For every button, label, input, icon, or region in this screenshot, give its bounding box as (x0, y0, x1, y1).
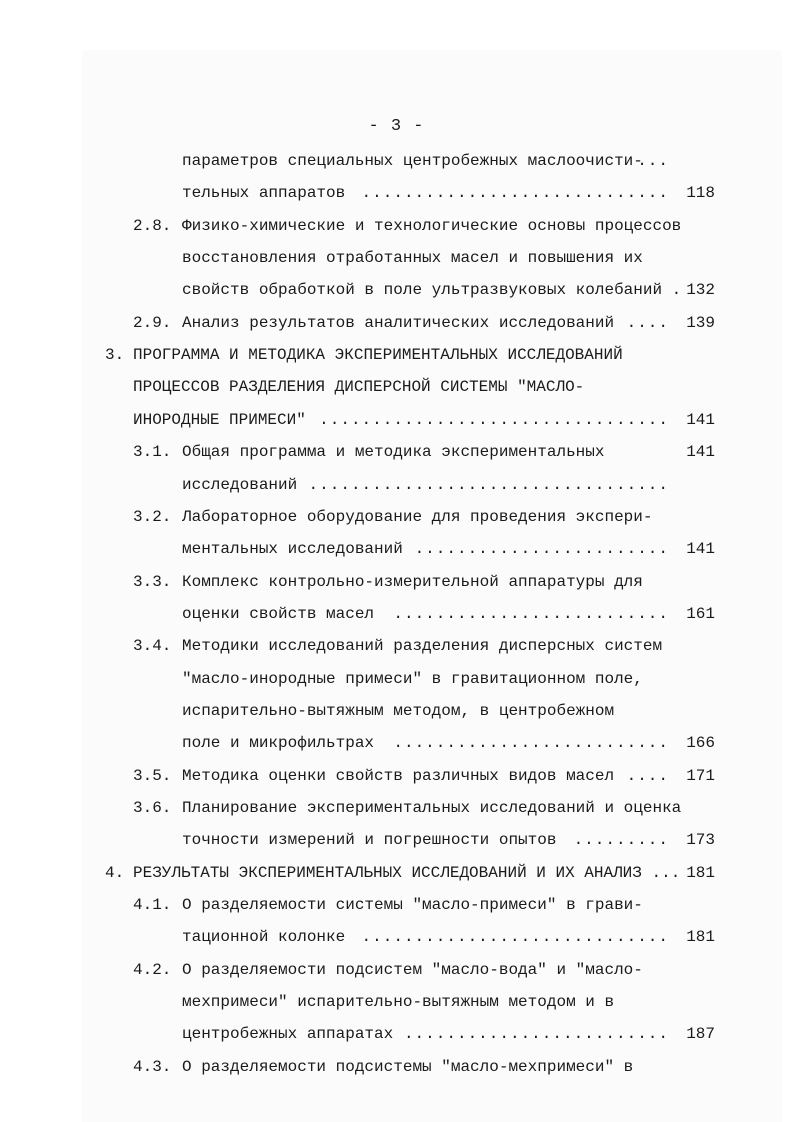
toc-line (133, 760, 715, 792)
section-number: 3.5. (133, 767, 172, 785)
dot-leader: ......... (573, 831, 669, 849)
section-number: 4.2. (133, 961, 172, 979)
toc-line (182, 695, 715, 727)
entry-text: Лабораторное оборудование для проведения экспери- (182, 508, 653, 526)
toc-line (133, 630, 715, 662)
entry-text: исследований (182, 476, 298, 494)
entry-text: поле и микрофильтрах (182, 734, 375, 752)
toc-line (133, 404, 715, 436)
section-number: 2.8. (133, 217, 172, 235)
toc-line (182, 145, 715, 177)
entry-text: оценки свойств масел (182, 605, 375, 623)
toc-line (133, 210, 715, 242)
toc-line (182, 598, 715, 630)
entry-text: Физико-химические и технологические основы процессов (182, 217, 682, 235)
page-ref: 118 (686, 184, 715, 202)
entry-text: "масло-инородные примеси" в гравитационном поле, (182, 670, 643, 688)
section-number: 4.1. (133, 896, 172, 914)
dot-leader: ......................... (403, 1025, 669, 1043)
section-number: 4.3. (133, 1058, 172, 1076)
entry-text: тельных аппаратов (182, 184, 346, 202)
toc-line (133, 436, 715, 468)
toc-line (182, 469, 715, 501)
toc-line (182, 1018, 715, 1050)
entry-text: ИНОРОДНЫЕ ПРИМЕСИ" (133, 411, 306, 429)
entry-text: О разделяемости системы "масло-примеси" в грави- (182, 896, 643, 914)
toc-line (182, 533, 715, 565)
dot-leader: .......................... (393, 605, 669, 623)
toc-line (182, 986, 715, 1018)
section-number: 3.3. (133, 573, 172, 591)
toc-line (133, 566, 715, 598)
dot-leader: .......................... (393, 734, 669, 752)
entry-text: точности измерений и погрешности опытов (182, 831, 557, 849)
page-ref: 171 (686, 767, 715, 785)
entry-text: Методика оценки свойств различных видов масел (182, 767, 615, 785)
page-ref: 141 (686, 540, 715, 558)
toc-line (182, 177, 715, 209)
section-number: 3. (105, 346, 125, 364)
dot-leader: ............................. (361, 928, 669, 946)
page-number: - 3 - (368, 117, 425, 136)
dot-leader: .... (626, 314, 669, 332)
dot-leader: ........................ (414, 540, 669, 558)
entry-text: Планирование экспериментальных исследований и оценка (182, 799, 682, 817)
toc-line (133, 889, 715, 921)
toc-line (133, 307, 715, 339)
section-number: 4. (105, 864, 125, 882)
entry-text: О разделяемости подсистем "масло-вода" и "масло- (182, 961, 643, 979)
toc-line (133, 954, 715, 986)
toc-line (133, 501, 715, 533)
toc-line (182, 274, 715, 306)
section-number: 2.9. (133, 314, 172, 332)
entry-text: восстановления отработанных масел и повышения их (182, 249, 643, 267)
section-number: 3.4. (133, 637, 172, 655)
toc-line (133, 792, 715, 824)
page-ref: 141 (686, 411, 715, 429)
entry-text: РЕЗУЛЬТАТЫ ЭКСПЕРИМЕНТАЛЬНЫХ ИССЛЕДОВАНИЙ И ИХ АНАЛИЗ ... (133, 864, 681, 882)
page-ref: 141 (686, 443, 715, 461)
page-ref: 166 (686, 734, 715, 752)
page-ref: 132 (686, 281, 715, 299)
entry-text: ПРОЦЕССОВ РАЗДЕЛЕНИЯ ДИСПЕРСНОЙ СИСТЕМЫ "МАСЛО- (133, 378, 585, 396)
page-ref: 181 (686, 928, 715, 946)
toc-line (182, 727, 715, 759)
entry-text: параметров специальных центробежных маслоочисти- (182, 152, 643, 170)
entry-text: Методики исследований разделения дисперсных систем (182, 637, 663, 655)
entry-text: ментальных исследований (182, 540, 403, 558)
entry-text: центробежных аппаратах (182, 1025, 394, 1043)
entry-text: мехпримеси" испарительно-вытяжным методом и в (182, 993, 615, 1011)
entry-text: О разделяемости подсистемы "масло-мехпримеси" в (182, 1058, 634, 1076)
entry-text: Общая программа и методика экспериментальных (182, 443, 605, 461)
toc-line (182, 921, 715, 953)
toc-line (182, 663, 715, 695)
toc-line (105, 857, 715, 889)
page-ref: 139 (686, 314, 715, 332)
section-number: 3.1. (133, 443, 172, 461)
entry-text: Анализ результатов аналитических исследований (182, 314, 615, 332)
section-number: 3.2. (133, 508, 172, 526)
toc-line (182, 242, 715, 274)
dot-leader: ............................. (361, 184, 669, 202)
dot-leader: .... (626, 767, 669, 785)
page-ref: 187 (686, 1025, 715, 1043)
page-ref: 173 (686, 831, 715, 849)
toc-line (182, 824, 715, 856)
entry-text: свойств обработкой в поле ультразвуковых колебаний . (182, 281, 682, 299)
toc-line (133, 1051, 715, 1083)
dot-leader: ... (637, 152, 669, 170)
dot-leader: .................................. (308, 476, 669, 494)
page-ref: 181 (686, 864, 715, 882)
toc-line (105, 339, 715, 371)
entry-text: Комплекс контрольно-измерительной аппаратуры для (182, 573, 643, 591)
dot-leader: ................................. (319, 411, 669, 429)
toc-line (133, 371, 715, 403)
section-number: 3.6. (133, 799, 172, 817)
entry-text: тационной колонке (182, 928, 346, 946)
entry-text: испарительно-вытяжным методом, в центробежном (182, 702, 615, 720)
page-ref: 161 (686, 605, 715, 623)
entry-text: ПРОГРАММА И МЕТОДИКА ЭКСПЕРИМЕНТАЛЬНЫХ ИССЛЕДОВАНИЙ (133, 346, 623, 364)
